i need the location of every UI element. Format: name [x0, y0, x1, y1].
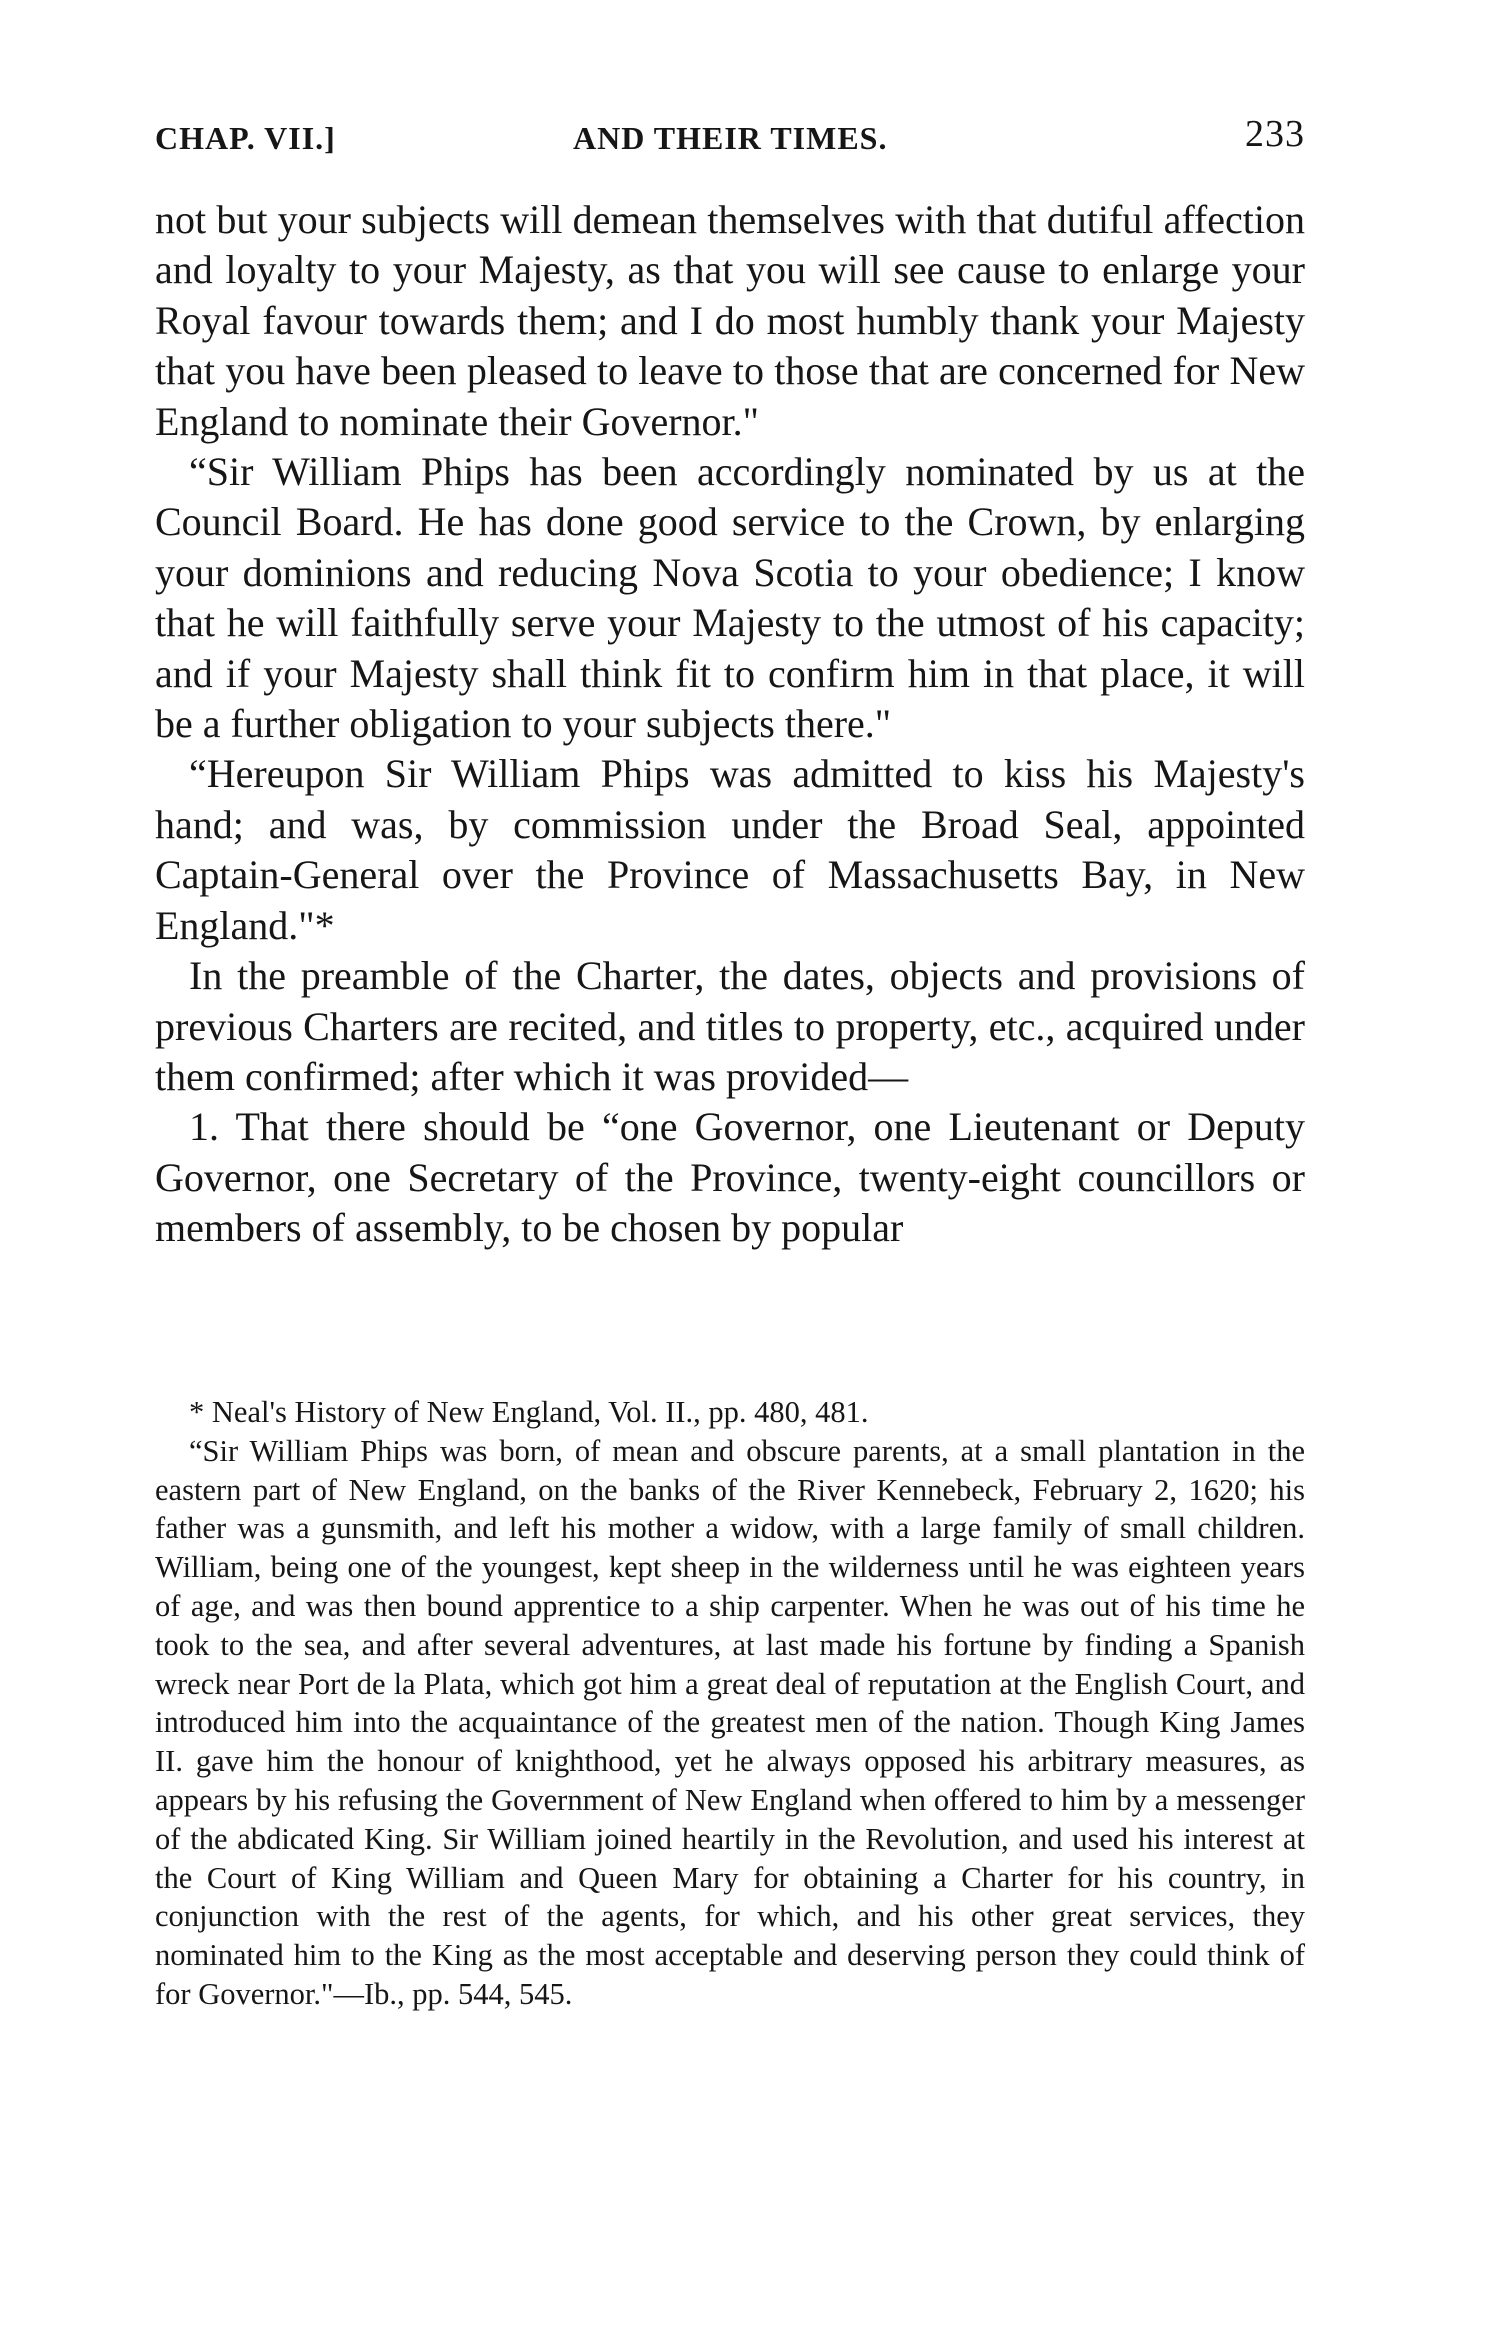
page-number: 233 — [1245, 113, 1305, 155]
main-text — [155, 195, 1305, 1254]
running-head — [155, 112, 1305, 162]
paragraph-continued: not but your subjects will demean themselves with that dutiful affection and loyalty to your Majesty, as that you will see cause to enlarge your Royal favour towards them; and I do most humbly thank your Majesty that you have been pleased to leave to those that are concerned for New England to nominate their Governor." — [155, 197, 1305, 444]
paragraph-quote-commission: “Hereupon Sir William Phips was admitted to kiss his Majesty's hand; and was, by commission under the Broad Seal, appointed Captain-General over the Province of Massachusetts Bay, in New England."* — [155, 751, 1305, 948]
paragraph-provision-1: 1. That there should be “one Governor, one Lieutenant or Deputy Governor, one Secretary of the Province, twenty-eight councillors or members of assembly, to be chosen by popular — [155, 1104, 1305, 1251]
paragraph-preamble: In the preamble of the Charter, the dates, objects and provisions of previous Charters are recited, and titles to property, etc., acquired under them confirmed; after which it was provided— — [155, 953, 1305, 1099]
paragraph-quote-council: “Sir William Phips has been accordingly nominated by us at the Council Board. He has done good service to the Crown, by enlarging your dominions and reducing Nova Scotia to your obedience; I know that he will faithfully serve your Majesty to the utmost of his capacity; and if your Majesty shall think fit to confirm him in that place, it will be a further obligation to your subjects there." — [155, 449, 1305, 747]
running-title: AND THEIR TIMES. — [573, 120, 888, 156]
footnote-biography: “Sir William Phips was born, of mean and obscure parents, at a small plantation in the eastern part of New England, on the banks of the River Kennebeck, February 2, 1620; his father was a gunsmith, and left his mother a widow, with a large family of small children. William, being one of the youngest, kept sheep in the wilderness until he was eighteen years of age, and was then bound apprentice to a ship carpenter. When he was out of his time he took to the sea, and after several adventures, at last made his fortune by finding a Spanish wreck near Port de la Plata, which got him a great deal of reputation at the English Court, and introduced him into the acquaintance of the greatest men of the nation. Though King James II. gave him the honour of knighthood, yet he always opposed his arbitrary measures, as appears by his refusing the Government of New England when offered to him by a messenger of the abdicated King. Sir William joined heartily in the Revolution, and used his interest at the Court of King William and Queen Mary for obtaining a Charter for his country, in conjunction with the rest of the agents, for which, and his other great services, they nominated him to the King as the most acceptable and deserving person they could think of for Governor."—Ib., pp. 544, 545. — [155, 1433, 1305, 2011]
footnotes — [155, 1393, 1305, 2014]
chapter-label: CHAP. VII.] — [155, 120, 336, 156]
footnote-citation: * Neal's History of New England, Vol. II., pp. 480, 481. — [189, 1395, 869, 1429]
